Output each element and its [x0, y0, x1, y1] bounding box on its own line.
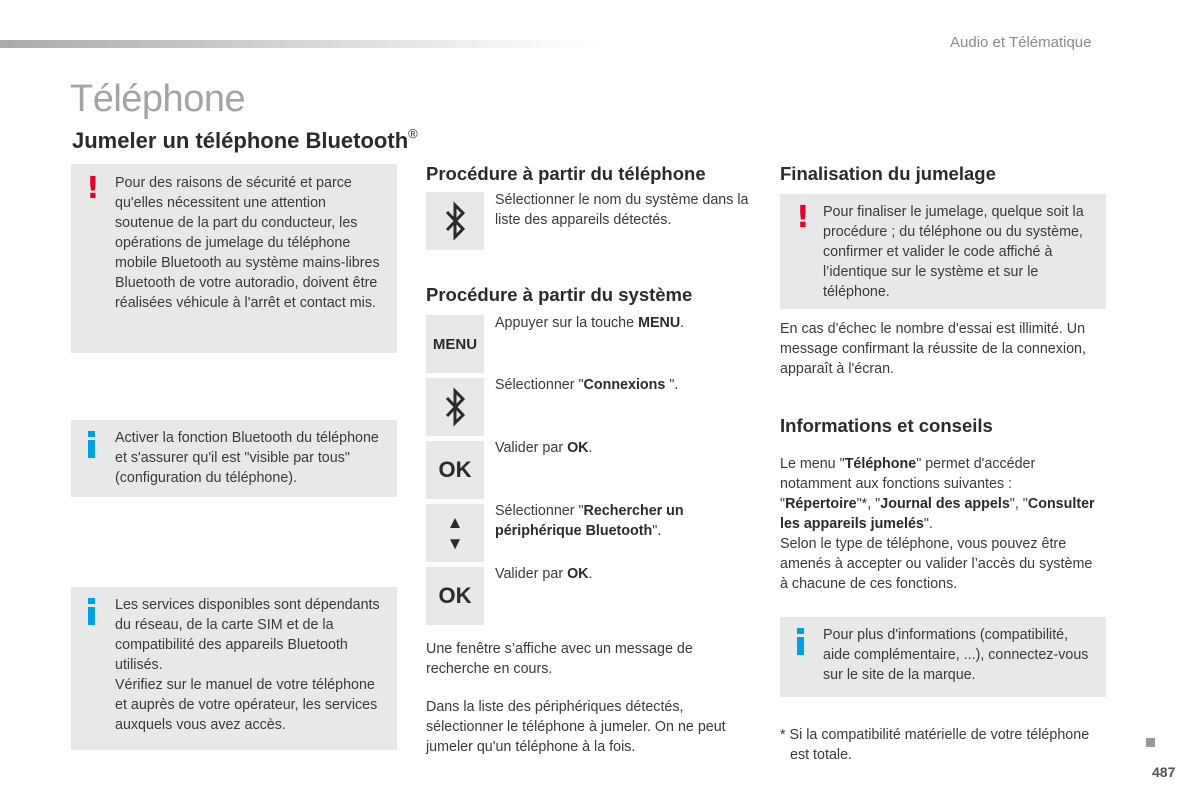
ok-label: OK [438, 583, 472, 608]
step-validate-ok: Valider par OK. [495, 440, 593, 456]
final-warning-text: Pour finaliser le jumelage, quelque soit la procédure ; du téléphone ou du système, confirmer et valider le code affiché à l’identique sur le système et sur le téléphone. [823, 204, 1084, 300]
page-subtitle: Jumeler un téléphone Bluetooth® [72, 126, 418, 153]
warning-text: Pour des raisons de sécurité et parce qu'elles nécessitent une attention soutenue de la part du conducteur, les opérations de jumelage du téléphone mobile Bluetooth au système mains-libres Bluetooth de votre autoradio, doivent être réalisées véhicule à l'arrêt et contact mis. [115, 175, 380, 311]
phone-step-text: Sélectionner le nom du système dans la liste des appareils détectés. [495, 192, 749, 228]
info-icon [797, 628, 804, 655]
ok-button-tile [426, 441, 484, 499]
step-search-device: Sélectionner "Rechercher un périphérique Bluetooth". [495, 503, 684, 539]
heading-phone-procedure: Procédure à partir du téléphone [426, 163, 706, 184]
arrow-buttons-tile [426, 504, 484, 562]
info-more-text: Pour plus d'informations (compatibilité, aide complémentaire, ...), connectez-vous sur le site de la marque. [823, 627, 1089, 683]
bluetooth-icon [444, 387, 466, 427]
final-paragraph: En cas d'échec le nombre d'essai est illimité. Un message confirmant la réussite de la connexion, apparaît à l'écran. [780, 321, 1086, 377]
info-text-services: Les services disponibles sont dépendants du réseau, de la carte SIM et de la compatibilité des appareils Bluetooth utilisés. Vérifiez sur le manuel de votre téléphone et auprès de votre opérateur, les services auxquels vous avez accès. [115, 597, 380, 733]
warning-icon: ! [796, 200, 810, 235]
info-icon [88, 598, 95, 625]
info-text-bluetooth: Activer la fonction Bluetooth du téléphone et s'assurer qu'il est "visible par tous" (configuration du téléphone). [115, 430, 379, 486]
header-gradient-bar [0, 40, 600, 48]
bluetooth-tile-2 [426, 378, 484, 436]
ok-label: OK [438, 457, 472, 482]
menu-functions-text: Le menu "Téléphone" permet d'accéder notamment aux fonctions suivantes : "Répertoire"*, "Journal des appels", "Consulter les appareils jumelés". Selon le type de téléphone, vous pouvez être amenés à accepter ou valider l’accès du système à chacune de ces fonctions. [780, 456, 1095, 592]
ok-button-tile-2 [426, 567, 484, 625]
section-title: Audio et Télématique [950, 34, 1092, 51]
select-phone-text: Dans la liste des périphériques détectés, sélectionner le téléphone à jumeler. On ne peut jumeler qu'un téléphone à la fois. [426, 699, 726, 755]
menu-button-tile [426, 315, 484, 373]
heading-information: Informations et conseils [780, 415, 993, 436]
menu-label: MENU [432, 335, 478, 353]
heading-finalisation: Finalisation du jumelage [780, 163, 996, 184]
registered-mark: ® [408, 126, 418, 141]
page-title: Téléphone [70, 78, 246, 120]
page-number: 487 [1152, 764, 1176, 780]
info-icon [88, 431, 95, 458]
step-menu: Appuyer sur la touche MENU. [495, 315, 685, 331]
heading-system-procedure: Procédure à partir du système [426, 284, 693, 305]
up-arrow-icon: ▲ [446, 513, 464, 532]
warning-icon: ! [86, 171, 100, 206]
footnote: * Si la compatibilité matérielle de votre téléphone est totale. [780, 727, 1090, 763]
bluetooth-icon [444, 201, 466, 241]
page-marker [1146, 738, 1155, 747]
down-arrow-icon: ▼ [446, 534, 464, 553]
bluetooth-tile [426, 192, 484, 250]
step-validate-ok-2: Valider par OK. [495, 566, 593, 582]
search-window-text: Une fenêtre s’affiche avec un message de recherche en cours. [426, 641, 693, 677]
step-connexions: Sélectionner "Connexions ". [495, 377, 679, 393]
